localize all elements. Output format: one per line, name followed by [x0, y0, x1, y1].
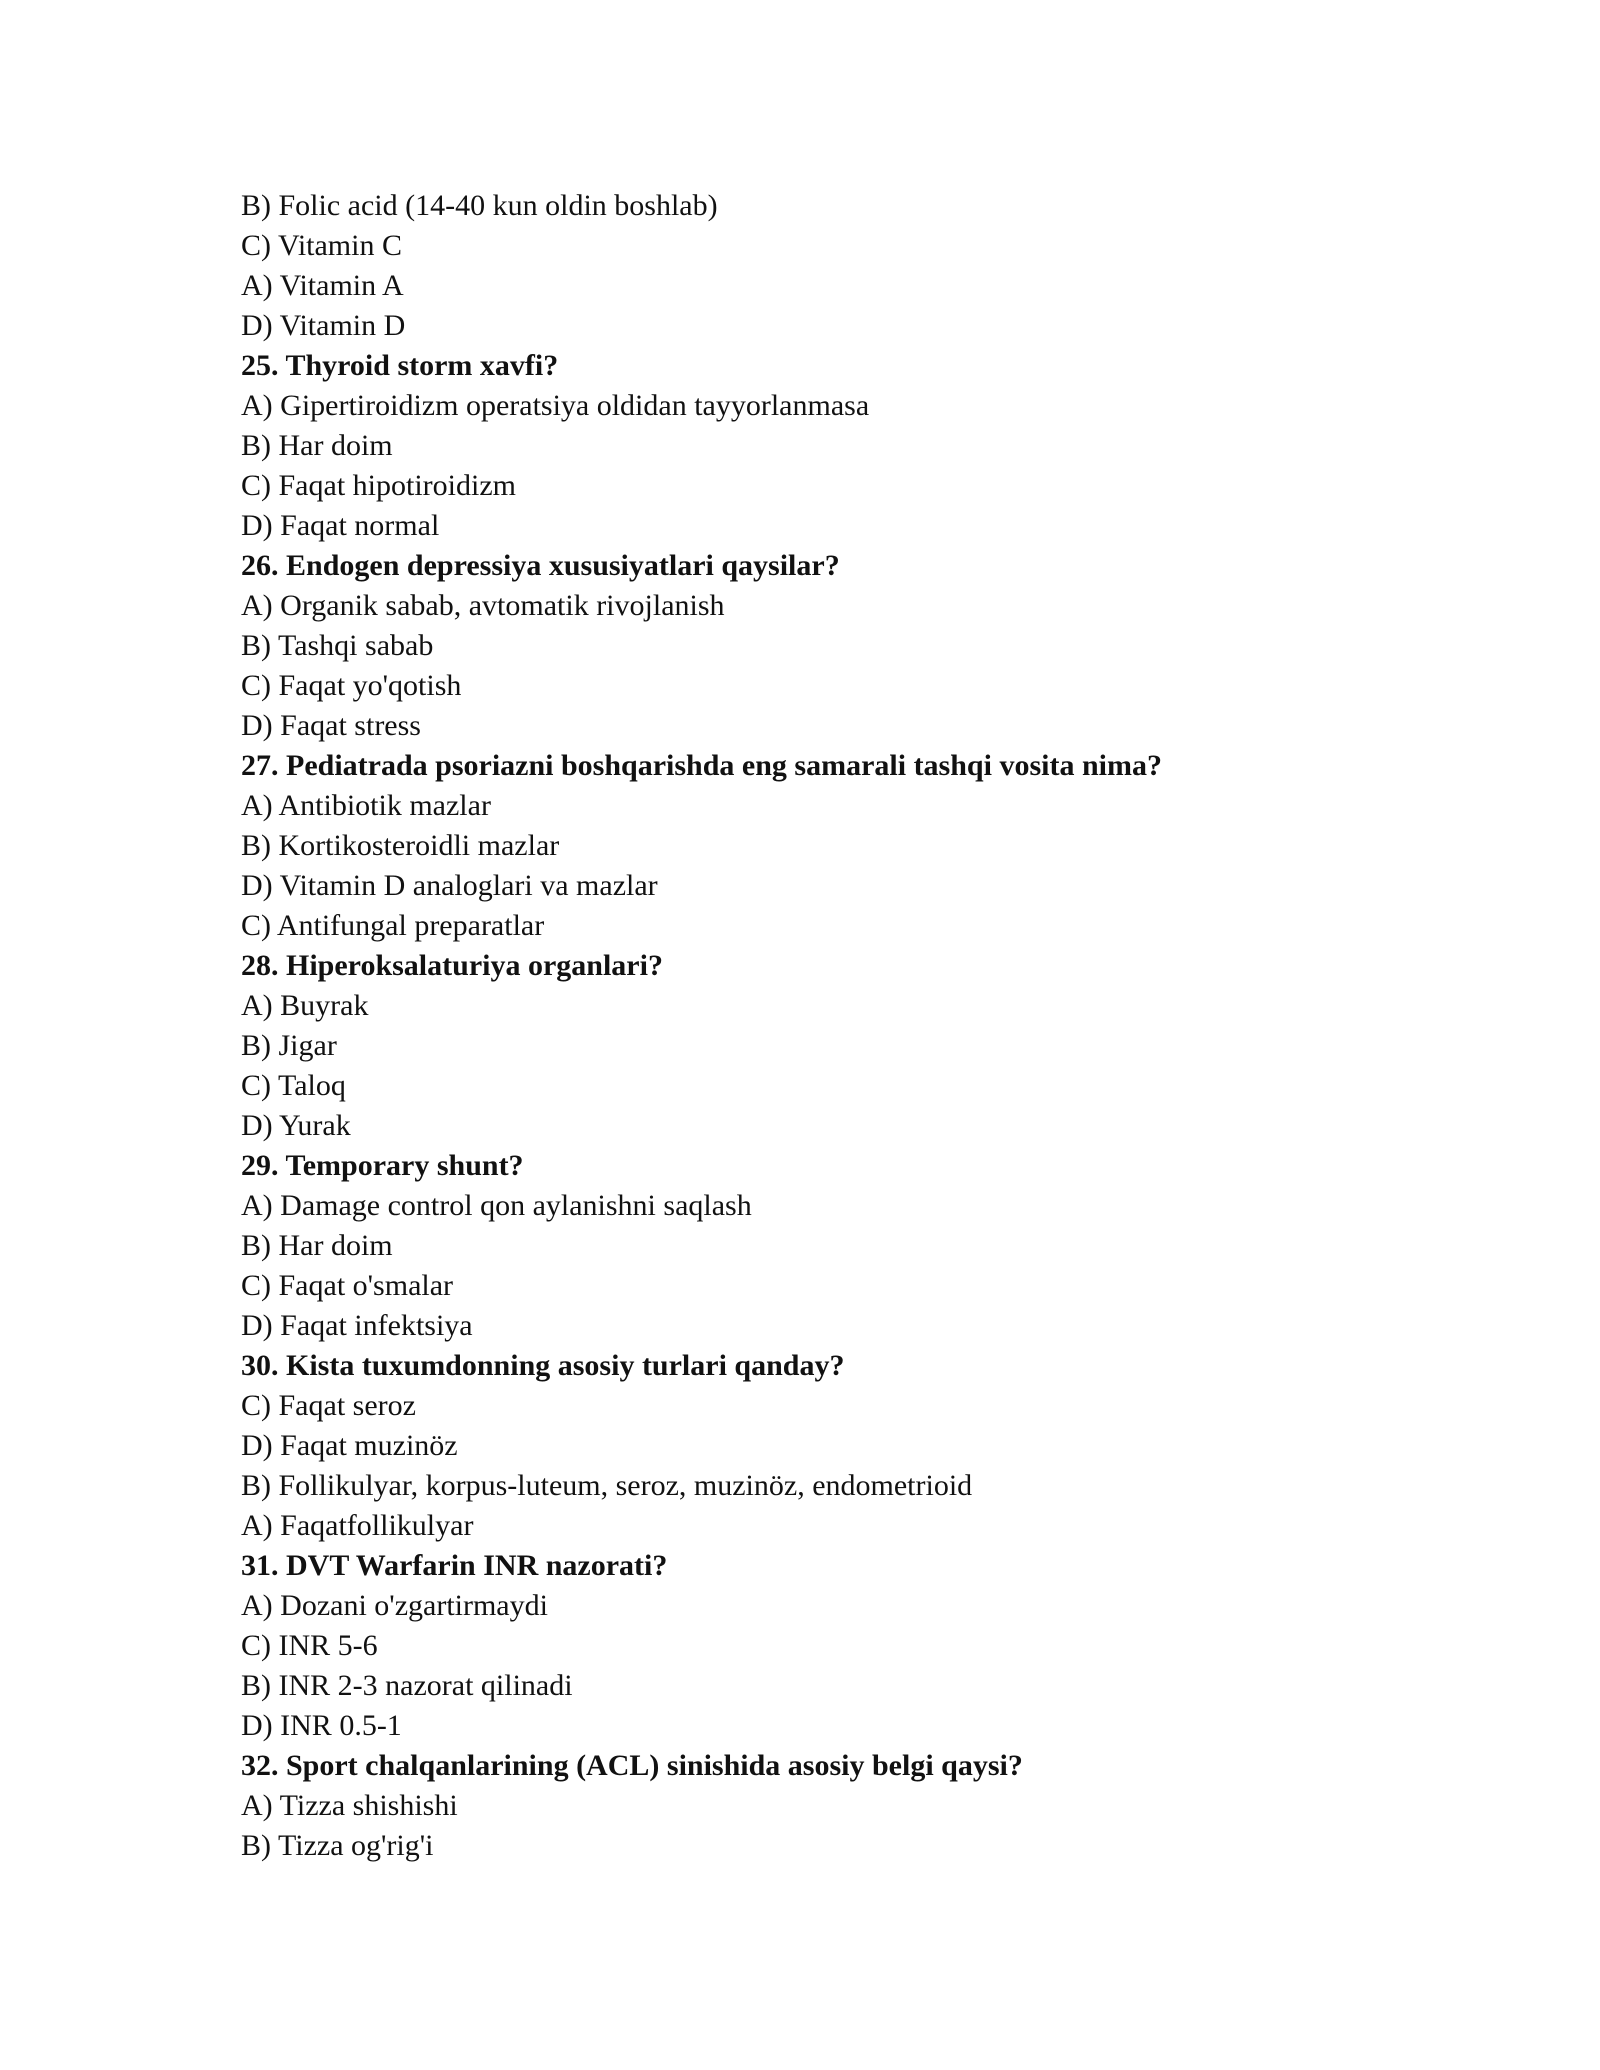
answer-option: B) Jigar [241, 1029, 337, 1062]
question-heading: 29. Temporary shunt? [241, 1149, 524, 1182]
answer-option: A) Damage control qon aylanishni saqlash [241, 1189, 752, 1222]
answer-option: A) Faqatfollikulyar [241, 1509, 474, 1542]
answer-option: C) Antifungal preparatlar [241, 909, 545, 942]
answer-option: C) Faqat hipotiroidizm [241, 469, 516, 502]
document-body [241, 186, 1441, 1866]
answer-option: B) Folic acid (14-40 kun oldin boshlab) [241, 189, 718, 222]
answer-option: B) Follikulyar, korpus-luteum, seroz, muzinöz, endometrioid [241, 1469, 973, 1502]
answer-option: B) Har doim [241, 1229, 393, 1262]
answer-option: A) Organik sabab, avtomatik rivojlanish [241, 589, 725, 622]
answer-option: B) Kortikosteroidli mazlar [241, 829, 560, 862]
answer-option: D) Faqat normal [241, 509, 440, 542]
answer-option: A) Dozani o'zgartirmaydi [241, 1589, 548, 1622]
question-heading: 27. Pediatrada psoriazni boshqarishda eng samarali tashqi vosita nima? [241, 749, 1162, 782]
answer-option: D) Faqat muzinöz [241, 1429, 458, 1462]
answer-option: D) Vitamin D [241, 309, 406, 342]
answer-option: C) INR 5-6 [241, 1629, 378, 1662]
answer-option: B) Tashqi sabab [241, 629, 434, 662]
answer-option: A) Buyrak [241, 989, 369, 1022]
answer-option: D) Yurak [241, 1109, 351, 1142]
answer-option: B) INR 2-3 nazorat qilinadi [241, 1669, 573, 1702]
answer-option: A) Antibiotik mazlar [241, 789, 491, 822]
answer-option: C) Vitamin C [241, 229, 402, 262]
answer-option: C) Faqat yo'qotish [241, 669, 462, 702]
answer-option: B) Har doim [241, 429, 393, 462]
question-heading: 31. DVT Warfarin INR nazorati? [241, 1549, 668, 1582]
answer-option: C) Faqat o'smalar [241, 1269, 454, 1302]
answer-option: A) Vitamin A [241, 269, 404, 302]
question-heading: 28. Hiperoksalaturiya organlari? [241, 949, 663, 982]
question-heading: 32. Sport chalqanlarining (ACL) sinishida asosiy belgi qaysi? [241, 1749, 1023, 1782]
answer-option: A) Gipertiroidizm operatsiya oldidan tayyorlanmasa [241, 389, 870, 422]
question-heading: 25. Thyroid storm xavfi? [241, 349, 559, 382]
question-heading: 30. Kista tuxumdonning asosiy turlari qanday? [241, 1349, 845, 1382]
answer-option: C) Faqat seroz [241, 1389, 416, 1422]
question-heading: 26. Endogen depressiya xususiyatlari qaysilar? [241, 549, 840, 582]
answer-option: B) Tizza og'rig'i [241, 1829, 434, 1862]
answer-option: D) Vitamin D analoglari va mazlar [241, 869, 658, 902]
answer-option: A) Tizza shishishi [241, 1789, 458, 1822]
answer-option: D) INR 0.5-1 [241, 1709, 402, 1742]
answer-option: D) Faqat stress [241, 709, 421, 742]
answer-option: D) Faqat infektsiya [241, 1309, 473, 1342]
answer-option: C) Taloq [241, 1069, 346, 1102]
